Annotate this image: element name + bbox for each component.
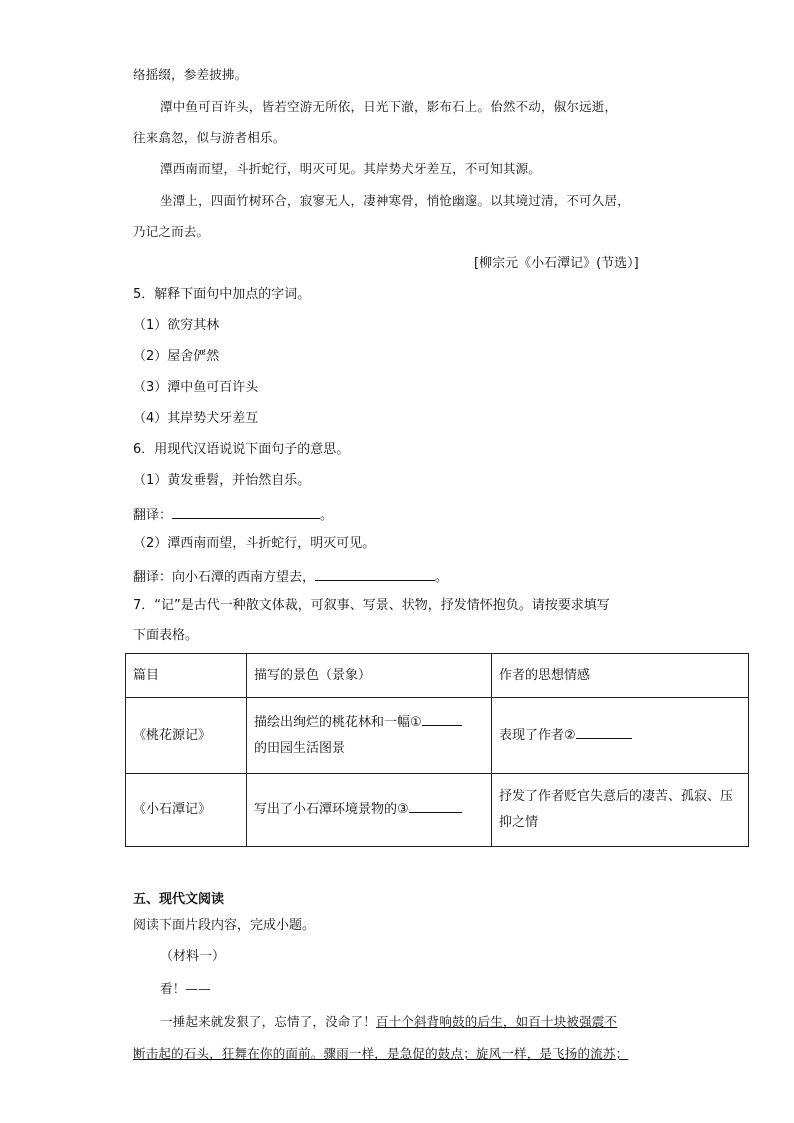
translation-1-end: 。	[320, 508, 334, 523]
passage-line-6: 乃记之而去。	[133, 224, 210, 239]
passage-line-3: 往来翕忽，似与游者相乐。	[133, 130, 286, 145]
section-instruction: 阅读下面片段内容，完成小题。	[133, 918, 316, 933]
row2-feeling-text-2: 抑之情	[499, 815, 539, 830]
passage-line-1: 络摇缀，参差披拂。	[133, 67, 248, 82]
q5-item-4: （4）其岸势犬牙差互	[133, 411, 259, 426]
table-row1-title: 《桃花源记》	[126, 698, 247, 774]
q6-sentence-2: （2）潭西南而望，斗折蛇行，明灭可见。	[133, 536, 376, 551]
table-header-scene: 描写的景色（景象）	[247, 654, 492, 698]
table-row1-scene	[247, 698, 492, 774]
q5-title: 5．解释下面句中加点的字词。	[133, 287, 311, 302]
q6-title: 6．用现代汉语说说下面句子的意思。	[133, 442, 350, 457]
look-line: 看！——	[160, 981, 211, 996]
blank-1[interactable]	[422, 711, 462, 726]
translation-2-label: 翻译：向小石潭的西南方望去，	[133, 570, 316, 585]
translation-2-blank[interactable]	[315, 566, 435, 581]
q5-item-3: （3）潭中鱼可百许头	[133, 380, 259, 395]
material-line-1	[160, 1013, 617, 1031]
translation-1-label: 翻译：	[133, 508, 173, 523]
row1-scene-text-2: 的田园生活图景	[254, 740, 346, 756]
q6-translation-1	[133, 504, 333, 525]
material-line-2: 断击起的石头，狂舞在你的面前。骤雨一样，是急促的鼓点；旋风一样，是飞扬的流苏；	[133, 1046, 629, 1061]
q6-translation-2	[133, 566, 448, 587]
translation-2-end: 。	[435, 570, 449, 585]
passage-line-2: 潭中鱼可百许头，皆若空游无所依，日光下澈，影布石上。佁然不动，俶尔远逝，	[160, 99, 618, 114]
row1-feeling-text: 表现了作者②	[499, 727, 576, 743]
table-header-title: 篇目	[126, 654, 247, 698]
q7-table	[125, 653, 749, 847]
passage-line-4: 潭西南而望，斗折蛇行，明灭可见。其岸势犬牙差互，不可知其源。	[160, 161, 542, 176]
table-row2-scene	[247, 774, 492, 847]
material-label: （材料一）	[160, 949, 226, 964]
section-heading: 五、现代文阅读	[133, 892, 225, 907]
q6-sentence-1: （1）黄发垂髫，并怡然自乐。	[133, 473, 311, 488]
q5-item-2: （2）屋舍俨然	[133, 349, 220, 364]
material-line-1-a: 一捶起来就发狠了，忘情了，没命了！	[160, 1014, 376, 1029]
table-row2-feeling	[492, 774, 749, 847]
q7-line-2: 下面表格。	[133, 628, 199, 643]
table-row2-title: 《小石潭记》	[126, 774, 247, 847]
passage-line-5: 坐潭上，四面竹树环合，寂寥无人，凄神寒骨，悄怆幽邃。以其境过清，不可久居，	[160, 193, 630, 208]
passage-source: [柳宗元《小石潭记》(节选）]	[474, 256, 639, 271]
blank-3[interactable]	[409, 798, 462, 813]
q5-item-1: （1）欲穷其林	[133, 318, 220, 333]
row1-scene-text: 描绘出绚烂的桃花林和一幅①	[254, 714, 422, 730]
row2-scene-text: 写出了小石潭环境景物的③	[254, 802, 409, 817]
q7-line-1: 7．“记”是古代一种散文体裁，可叙事、写景、状物，抒发情怀抱负。请按要求填写	[133, 598, 610, 613]
material-line-1-underlined: 百十个斜背响鼓的后生，如百十块被强震不	[375, 1014, 618, 1029]
table-row1-feeling	[492, 698, 749, 774]
blank-2[interactable]	[576, 724, 632, 739]
table-header-feeling: 作者的思想情感	[492, 654, 749, 698]
row2-feeling-text: 抒发了作者贬官失意后的凄苦、孤寂、压	[499, 789, 734, 804]
translation-1-blank[interactable]	[172, 504, 320, 519]
